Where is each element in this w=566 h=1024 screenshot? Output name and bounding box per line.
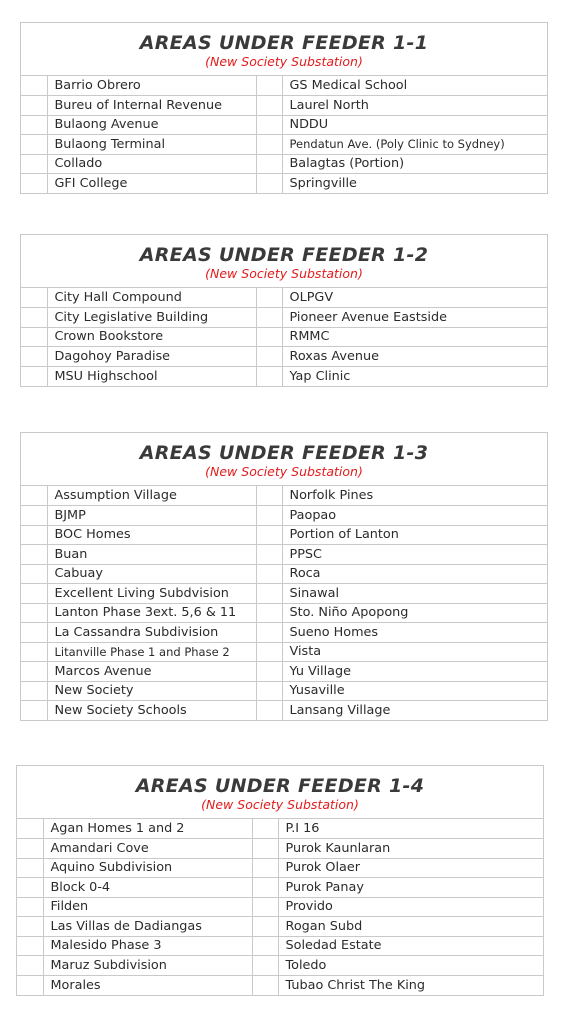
area-name-cell: Sinawal [282,584,547,604]
area-name-cell: City Hall Compound [47,288,256,308]
row-marker-cell [256,154,282,174]
area-name-cell: Buan [47,545,256,565]
area-row [21,681,547,701]
area-row [21,154,547,174]
area-row [21,623,547,643]
area-name-cell: Maruz Subdivision [43,956,252,976]
row-marker-cell [21,486,47,506]
row-marker-cell [256,584,282,604]
row-marker-cell [21,288,47,308]
area-name-cell: Aquino Subdivision [43,858,252,878]
area-name-cell: Morales [43,975,252,995]
row-marker-cell [21,327,47,347]
area-name-cell: Toledo [278,956,543,976]
feeder-areas-table [21,486,547,720]
area-name-cell: OLPGV [282,288,547,308]
row-marker-cell [256,366,282,386]
feeder-subtitle: (New Society Substation) [201,797,359,812]
area-row [21,506,547,526]
area-name-cell: Cabuay [47,564,256,584]
area-name-cell: Roxas Avenue [282,347,547,367]
row-marker-cell [252,878,278,898]
area-name-cell: Roca [282,564,547,584]
feeder-title: AREAS UNDER FEEDER 1-3 [139,442,429,464]
area-name-cell: Provido [278,897,543,917]
area-name-cell: Excellent Living Subdvision [47,584,256,604]
row-marker-cell [256,681,282,701]
feeder-subtitle: (New Society Substation) [205,54,363,69]
area-name-cell: Sueno Homes [282,623,547,643]
area-row [17,936,543,956]
row-marker-cell [21,366,47,386]
row-marker-cell [17,878,43,898]
row-marker-cell [17,917,43,937]
area-name-cell: Collado [47,154,256,174]
area-name-cell: Sto. Niño Apopong [282,603,547,623]
row-marker-cell [17,839,43,859]
row-marker-cell [21,642,47,662]
area-row [21,135,547,155]
area-row [21,366,547,386]
area-row [21,347,547,367]
row-marker-cell [21,603,47,623]
area-row [21,662,547,682]
row-marker-cell [17,897,43,917]
area-row [21,115,547,135]
feeder-header [21,235,547,288]
area-name-cell: Balagtas (Portion) [282,154,547,174]
row-marker-cell [256,642,282,662]
area-name-cell: Agan Homes 1 and 2 [43,819,252,839]
row-marker-cell [17,936,43,956]
row-marker-cell [256,135,282,155]
row-marker-cell [256,662,282,682]
feeder-title: AREAS UNDER FEEDER 1-1 [139,32,429,54]
area-row [17,858,543,878]
row-marker-cell [252,956,278,976]
area-name-cell: Vista [282,642,547,662]
area-name-cell: Dagohoy Paradise [47,347,256,367]
row-marker-cell [256,701,282,721]
area-name-cell: Springville [282,174,547,194]
area-name-cell: Tubao Christ The King [278,975,543,995]
area-name-cell: Marcos Avenue [47,662,256,682]
row-marker-cell [256,506,282,526]
area-row [21,584,547,604]
area-name-cell: Litanville Phase 1 and Phase 2 [47,642,256,662]
area-name-cell: Bureu of Internal Revenue [47,96,256,116]
area-name-cell: BOC Homes [47,525,256,545]
area-row [21,96,547,116]
row-marker-cell [21,701,47,721]
row-marker-cell [256,603,282,623]
area-row [21,288,547,308]
area-name-cell: PPSC [282,545,547,565]
area-name-cell: Bulaong Avenue [47,115,256,135]
area-name-cell: Barrio Obrero [47,76,256,96]
row-marker-cell [21,174,47,194]
area-row [21,486,547,506]
row-marker-cell [21,308,47,328]
area-row [21,327,547,347]
row-marker-cell [256,525,282,545]
area-name-cell: Pioneer Avenue Eastside [282,308,547,328]
feeder-areas-table [21,288,547,386]
area-name-cell: Portion of Lanton [282,525,547,545]
row-marker-cell [256,76,282,96]
area-name-cell: Purok Olaer [278,858,543,878]
row-marker-cell [21,564,47,584]
row-marker-cell [252,917,278,937]
row-marker-cell [256,288,282,308]
area-name-cell: Bulaong Terminal [47,135,256,155]
area-name-cell: Lanton Phase 3ext. 5,6 & 11 [47,603,256,623]
feeder-subtitle: (New Society Substation) [205,266,363,281]
area-row [17,956,543,976]
row-marker-cell [256,115,282,135]
row-marker-cell [256,347,282,367]
row-marker-cell [21,662,47,682]
area-name-cell: RMMC [282,327,547,347]
area-row [17,897,543,917]
feeder-1-2-section [20,234,548,387]
row-marker-cell [21,545,47,565]
feeder-header [21,433,547,486]
area-name-cell: GS Medical School [282,76,547,96]
row-marker-cell [21,681,47,701]
row-marker-cell [17,819,43,839]
row-marker-cell [21,135,47,155]
area-name-cell: New Society Schools [47,701,256,721]
row-marker-cell [256,545,282,565]
row-marker-cell [21,115,47,135]
area-name-cell: Lansang Village [282,701,547,721]
area-row [21,642,547,662]
row-marker-cell [252,839,278,859]
row-marker-cell [252,819,278,839]
area-row [17,839,543,859]
area-name-cell: BJMP [47,506,256,526]
area-name-cell: Purok Kaunlaran [278,839,543,859]
row-marker-cell [21,96,47,116]
area-name-cell: MSU Highschool [47,366,256,386]
area-row [21,545,547,565]
area-name-cell: Yusaville [282,681,547,701]
row-marker-cell [21,506,47,526]
area-name-cell: Laurel North [282,96,547,116]
area-row [21,174,547,194]
row-marker-cell [256,327,282,347]
row-marker-cell [252,975,278,995]
feeder-title: AREAS UNDER FEEDER 1-2 [139,244,429,266]
area-name-cell: Amandari Cove [43,839,252,859]
area-row [17,819,543,839]
row-marker-cell [21,154,47,174]
area-name-cell: GFI College [47,174,256,194]
area-name-cell: Block 0-4 [43,878,252,898]
area-name-cell: New Society [47,681,256,701]
feeder-areas-table [17,819,543,995]
row-marker-cell [256,564,282,584]
row-marker-cell [17,975,43,995]
area-row [21,701,547,721]
feeder-areas-table [21,76,547,193]
area-name-cell: Las Villas de Dadiangas [43,917,252,937]
area-name-cell: Yu Village [282,662,547,682]
feeder-1-1-section [20,22,548,194]
row-marker-cell [21,76,47,96]
row-marker-cell [252,858,278,878]
area-name-cell: Rogan Subd [278,917,543,937]
row-marker-cell [256,96,282,116]
area-row [17,917,543,937]
row-marker-cell [256,174,282,194]
row-marker-cell [21,623,47,643]
area-name-cell: Malesido Phase 3 [43,936,252,956]
row-marker-cell [256,623,282,643]
row-marker-cell [21,525,47,545]
area-row [21,76,547,96]
row-marker-cell [17,858,43,878]
row-marker-cell [256,308,282,328]
area-name-cell: City Legislative Building [47,308,256,328]
area-name-cell: Norfolk Pines [282,486,547,506]
feeder-header [21,23,547,76]
area-name-cell: Soledad Estate [278,936,543,956]
area-name-cell: Assumption Village [47,486,256,506]
area-name-cell: Filden [43,897,252,917]
area-name-cell: P.I 16 [278,819,543,839]
area-row [21,308,547,328]
area-name-cell: Yap Clinic [282,366,547,386]
row-marker-cell [256,486,282,506]
area-row [21,603,547,623]
area-name-cell: Paopao [282,506,547,526]
area-row [21,564,547,584]
row-marker-cell [252,897,278,917]
area-name-cell: NDDU [282,115,547,135]
area-name-cell: Purok Panay [278,878,543,898]
area-row [17,975,543,995]
area-name-cell: La Cassandra Subdivision [47,623,256,643]
feeder-1-4-section [16,765,544,996]
area-row [21,525,547,545]
feeder-subtitle: (New Society Substation) [205,464,363,479]
row-marker-cell [21,347,47,367]
row-marker-cell [252,936,278,956]
row-marker-cell [21,584,47,604]
feeder-1-3-section [20,432,548,721]
area-row [17,878,543,898]
feeder-title: AREAS UNDER FEEDER 1-4 [135,775,425,797]
row-marker-cell [17,956,43,976]
feeder-header [17,766,543,819]
area-name-cell: Crown Bookstore [47,327,256,347]
area-name-cell: Pendatun Ave. (Poly Clinic to Sydney) [282,135,547,155]
